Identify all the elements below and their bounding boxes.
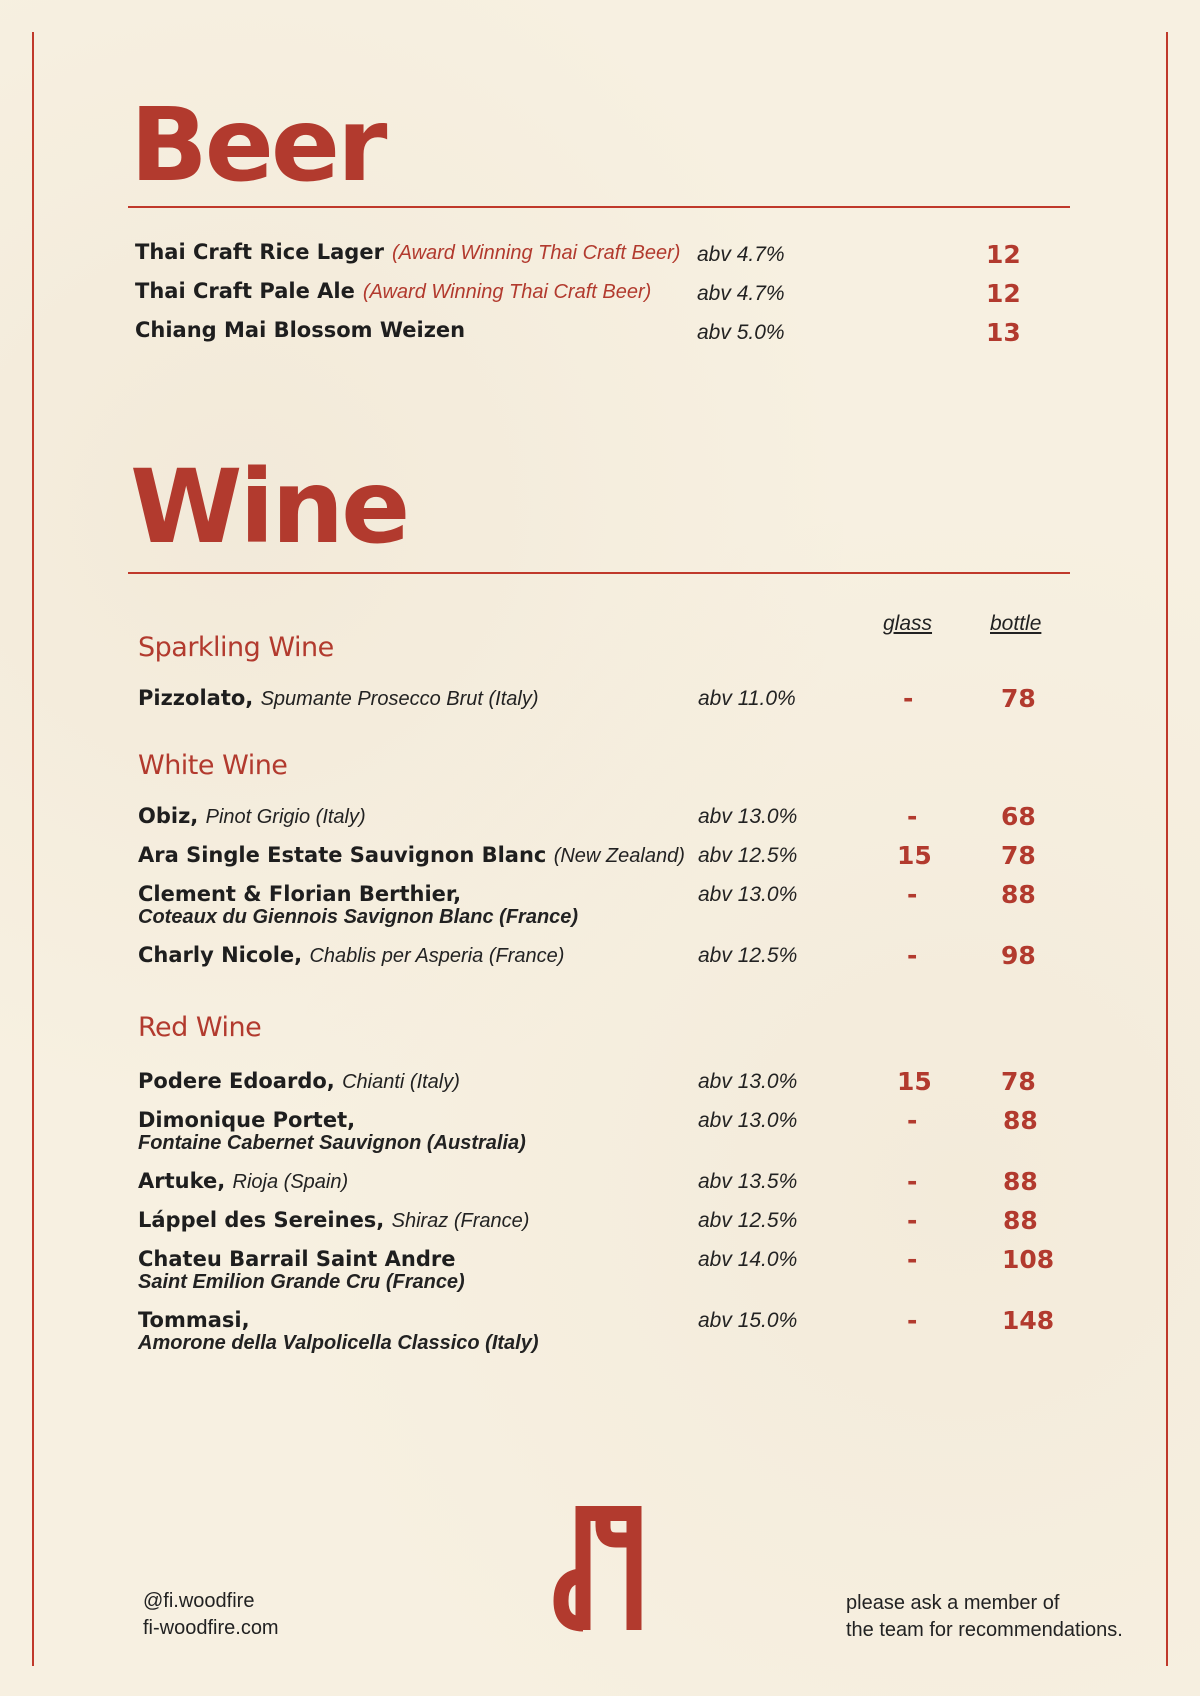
wine-detail: Spumante Prosecco Brut (Italy) — [260, 688, 539, 710]
beer-price: 12 — [986, 240, 1021, 269]
wine-bottle-price: 88 — [1003, 1167, 1038, 1196]
glass-column-header: glass — [883, 612, 933, 635]
beer-name — [135, 240, 680, 265]
wine-title: Wine — [130, 448, 408, 567]
left-border-line — [32, 32, 34, 1666]
wine-bottle-price: 88 — [1003, 1106, 1038, 1135]
wine-name — [138, 1108, 526, 1154]
wine-name-text: Charly Nicole, — [138, 943, 303, 967]
wine-glass-price: - — [907, 941, 918, 970]
beer-price: 13 — [986, 318, 1021, 347]
wine-abv: abv 13.0% — [698, 1070, 798, 1093]
wine-glass-price: - — [907, 1206, 918, 1235]
wine-name — [138, 882, 579, 928]
footer-note-line1: please ask a member of — [846, 1592, 1060, 1614]
wine-bottle-price: 108 — [1002, 1245, 1055, 1274]
beer-name-text: Thai Craft Rice Lager — [135, 240, 384, 264]
wine-abv: abv 14.0% — [698, 1248, 798, 1271]
wine-name-text: Tommasi, — [138, 1308, 250, 1332]
wine-bottle-price: 88 — [1001, 880, 1036, 909]
wine-abv: abv 12.5% — [698, 1209, 798, 1232]
wine-abv: abv 11.0% — [698, 687, 796, 710]
wine-abv: abv 13.0% — [698, 1109, 798, 1132]
wine-abv: abv 13.0% — [698, 883, 798, 906]
beer-title: Beer — [130, 86, 385, 205]
beer-note: (Award Winning Thai Craft Beer) — [391, 242, 681, 264]
fi-monogram-icon — [553, 1506, 645, 1632]
wine-name — [138, 1308, 539, 1354]
wine-detail: (New Zealand) — [553, 845, 685, 867]
wine-name-text: Clement & Florian Berthier, — [138, 882, 462, 906]
bottle-column-header: bottle — [990, 612, 1042, 635]
category-sparkling-wine: Sparkling Wine — [138, 632, 334, 663]
wine-glass-price: - — [907, 1306, 918, 1335]
wine-name — [138, 686, 538, 711]
beer-name — [135, 318, 465, 342]
wine-name — [138, 804, 366, 829]
wine-bottle-price: 78 — [1001, 1067, 1036, 1096]
category-white-wine: White Wine — [138, 750, 288, 781]
wine-abv: abv 15.0% — [698, 1309, 798, 1332]
wine-detail: Chianti (Italy) — [342, 1071, 460, 1093]
wine-bottle-price: 98 — [1001, 941, 1036, 970]
wine-name-text: Pizzolato, — [138, 686, 254, 710]
beer-name-text: Chiang Mai Blossom Weizen — [135, 318, 466, 342]
wine-detail: Coteaux du Giennois Savignon Blanc (France) — [138, 906, 579, 928]
wine-detail: Saint Emilion Grande Cru (France) — [138, 1271, 465, 1293]
footer-contact — [143, 1588, 279, 1642]
wine-glass-price: - — [903, 684, 914, 713]
wine-glass-price: - — [907, 1167, 918, 1196]
wine-detail: Chablis per Asperia (France) — [309, 945, 565, 967]
wine-detail: Rioja (Spain) — [232, 1171, 349, 1193]
wine-divider — [128, 572, 1070, 574]
beer-abv: abv 4.7% — [697, 243, 785, 266]
wine-glass-price: - — [907, 1245, 918, 1274]
wine-name — [138, 1069, 460, 1094]
wine-bottle-price: 148 — [1002, 1306, 1055, 1335]
wine-bottle-price: 88 — [1003, 1206, 1038, 1235]
wine-name-text: Ara Single Estate Sauvignon Blanc — [138, 843, 547, 867]
wine-bottle-price: 68 — [1001, 802, 1036, 831]
wine-detail: Shiraz (France) — [391, 1210, 530, 1232]
wine-name — [138, 1208, 529, 1233]
wine-name-text: Podere Edoardo, — [138, 1069, 335, 1093]
wine-glass-price: - — [907, 880, 918, 909]
wine-name-text: Láppel des Sereines, — [138, 1208, 385, 1232]
beer-name-text: Thai Craft Pale Ale — [135, 279, 355, 303]
beer-abv: abv 5.0% — [697, 321, 785, 344]
website-link[interactable]: fi-woodfire.com — [143, 1617, 279, 1639]
wine-name-text: Chateu Barrail Saint Andre — [138, 1247, 456, 1271]
beer-divider — [128, 206, 1070, 208]
wine-abv: abv 12.5% — [698, 844, 798, 867]
wine-bottle-price: 78 — [1001, 684, 1036, 713]
wine-glass-price: - — [907, 1106, 918, 1135]
wine-name — [138, 1169, 348, 1194]
wine-bottle-price: 78 — [1001, 841, 1036, 870]
wine-name-text: Artuke, — [138, 1169, 226, 1193]
footer-note-line2: the team for recommendations. — [846, 1619, 1123, 1641]
wine-detail: Pinot Grigio (Italy) — [205, 806, 366, 828]
wine-abv: abv 12.5% — [698, 944, 798, 967]
wine-glass-price: 15 — [897, 1067, 932, 1096]
beer-abv: abv 4.7% — [697, 282, 785, 305]
wine-name — [138, 843, 685, 868]
wine-glass-price: - — [907, 802, 918, 831]
category-red-wine: Red Wine — [138, 1012, 262, 1043]
wine-name-text: Obiz, — [138, 804, 199, 828]
wine-name — [138, 943, 564, 968]
wine-glass-price: 15 — [897, 841, 932, 870]
beer-note: (Award Winning Thai Craft Beer) — [362, 281, 652, 303]
wine-abv: abv 13.5% — [698, 1170, 798, 1193]
instagram-handle[interactable]: @fi.woodfire — [143, 1590, 255, 1612]
footer-note — [846, 1590, 1123, 1644]
wine-abv: abv 13.0% — [698, 805, 798, 828]
wine-name — [138, 1247, 465, 1293]
right-border-line — [1166, 32, 1168, 1666]
wine-name-text: Dimonique Portet, — [138, 1108, 356, 1132]
wine-detail: Fontaine Cabernet Sauvignon (Australia) — [138, 1132, 526, 1154]
beer-name — [135, 279, 651, 304]
beer-price: 12 — [986, 279, 1021, 308]
wine-detail: Amorone della Valpolicella Classico (Italy) — [138, 1332, 539, 1354]
